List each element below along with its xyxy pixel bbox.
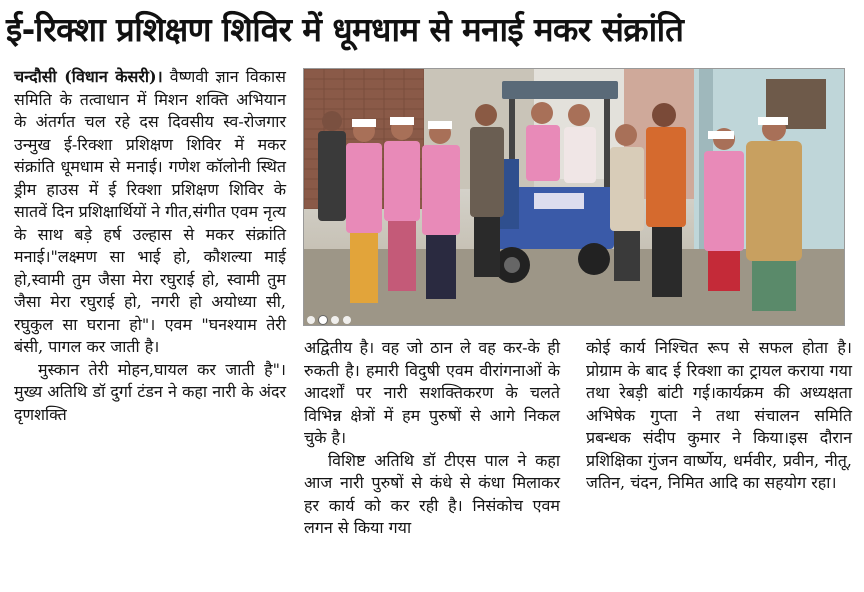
paragraph-text: वैष्णवी ज्ञान विकास समिति के तत्वाधान में मिशन शक्ति अभियान के अंतर्गत चल रहे दस दिवसीय स्व-रोजगार उन्मुख ई-रिक्शा प्रशिक्षण शिविर में मकर संक्रांति धूमधाम से मनाई। गणेश कॉलोनी स्थित ड्रीम हाउस में ई रिक्शा प्रशिक्षण शिविर के सातवें दिन प्रशिक्षार्थियों ने गीत,संगीत एवम नृत्य के साथ बड़े हर्ष उल्हास से मकर संक्रांति मनाई।"लक्ष्मण सा भाई हो, कौशल्या माई हो,स्वामी तुम जैसा मेरा रघुराई हो, स्वामी तुम जैसा मेरा रघुराई हो, नगरी हो अयोध्या सी, रघुकुल सा घराना हो"। एवम "घनश्याम तेरी बंसी, पागल कर जाती है। [14, 67, 286, 356]
paragraph: विशिष्ट अतिथि डॉ टीएस पाल ने कहा आज नारी पुरुषों से कंधे से कंधा मिलाकर हर कार्य को कर रही है। निसंकोच एवम लगन से किया गया [304, 450, 560, 537]
slide-dot[interactable] [331, 316, 339, 324]
article-column-left [14, 66, 286, 426]
slide-indicator [307, 309, 355, 321]
slide-dot-active[interactable] [319, 316, 327, 324]
news-photo [303, 68, 845, 326]
headline: ई-रिक्शा प्रशिक्षण शिविर में धूमधाम से मनाई मकर संक्रांति [6, 10, 684, 49]
paragraph: अद्वितीय है। वह जो ठान ले वह कर-के ही रुकती है। हमारी विदुषी एवम वीरांगनाओं के आदर्शों पर नारी सशक्तिकरण के चलते विभिन्न क्षेत्रों में हम पुरुषों से आगे निकल चुके है। [304, 338, 560, 447]
article-column-right [586, 337, 852, 495]
paragraph: मुस्कान तेरी मोहन,घायल कर जाती है"। मुख्य अतिथि डॉ दुर्गा टंडन ने कहा नारी के अंदर दृणशक्ति [14, 359, 286, 424]
group-photo-illustration [304, 69, 845, 326]
paragraph: कोई कार्य निश्चित रूप से सफल होता है। प्रोग्राम के बाद ई रिक्शा का ट्रायल कराया गया तथा रेबड़ी बांटी गई।कार्यक्रम की अध्यक्षता अभिषेक गुप्ता ने तथा संचालन समिति प्रबन्धक संदीप कुमार ने किया।इस दौरान प्रशिक्षिका गुंजन वार्ष्णेय, धर्मवीर, प्रवीन, नीतू, जतिन, चंदन, निमित आदि का सहयोग रहा। [586, 338, 852, 492]
slide-dot[interactable] [307, 316, 315, 324]
byline: चन्दौसी (विधान केसरी)। [14, 67, 163, 86]
slide-dot[interactable] [343, 316, 351, 324]
paragraph [14, 66, 286, 359]
article-column-middle [304, 337, 560, 540]
